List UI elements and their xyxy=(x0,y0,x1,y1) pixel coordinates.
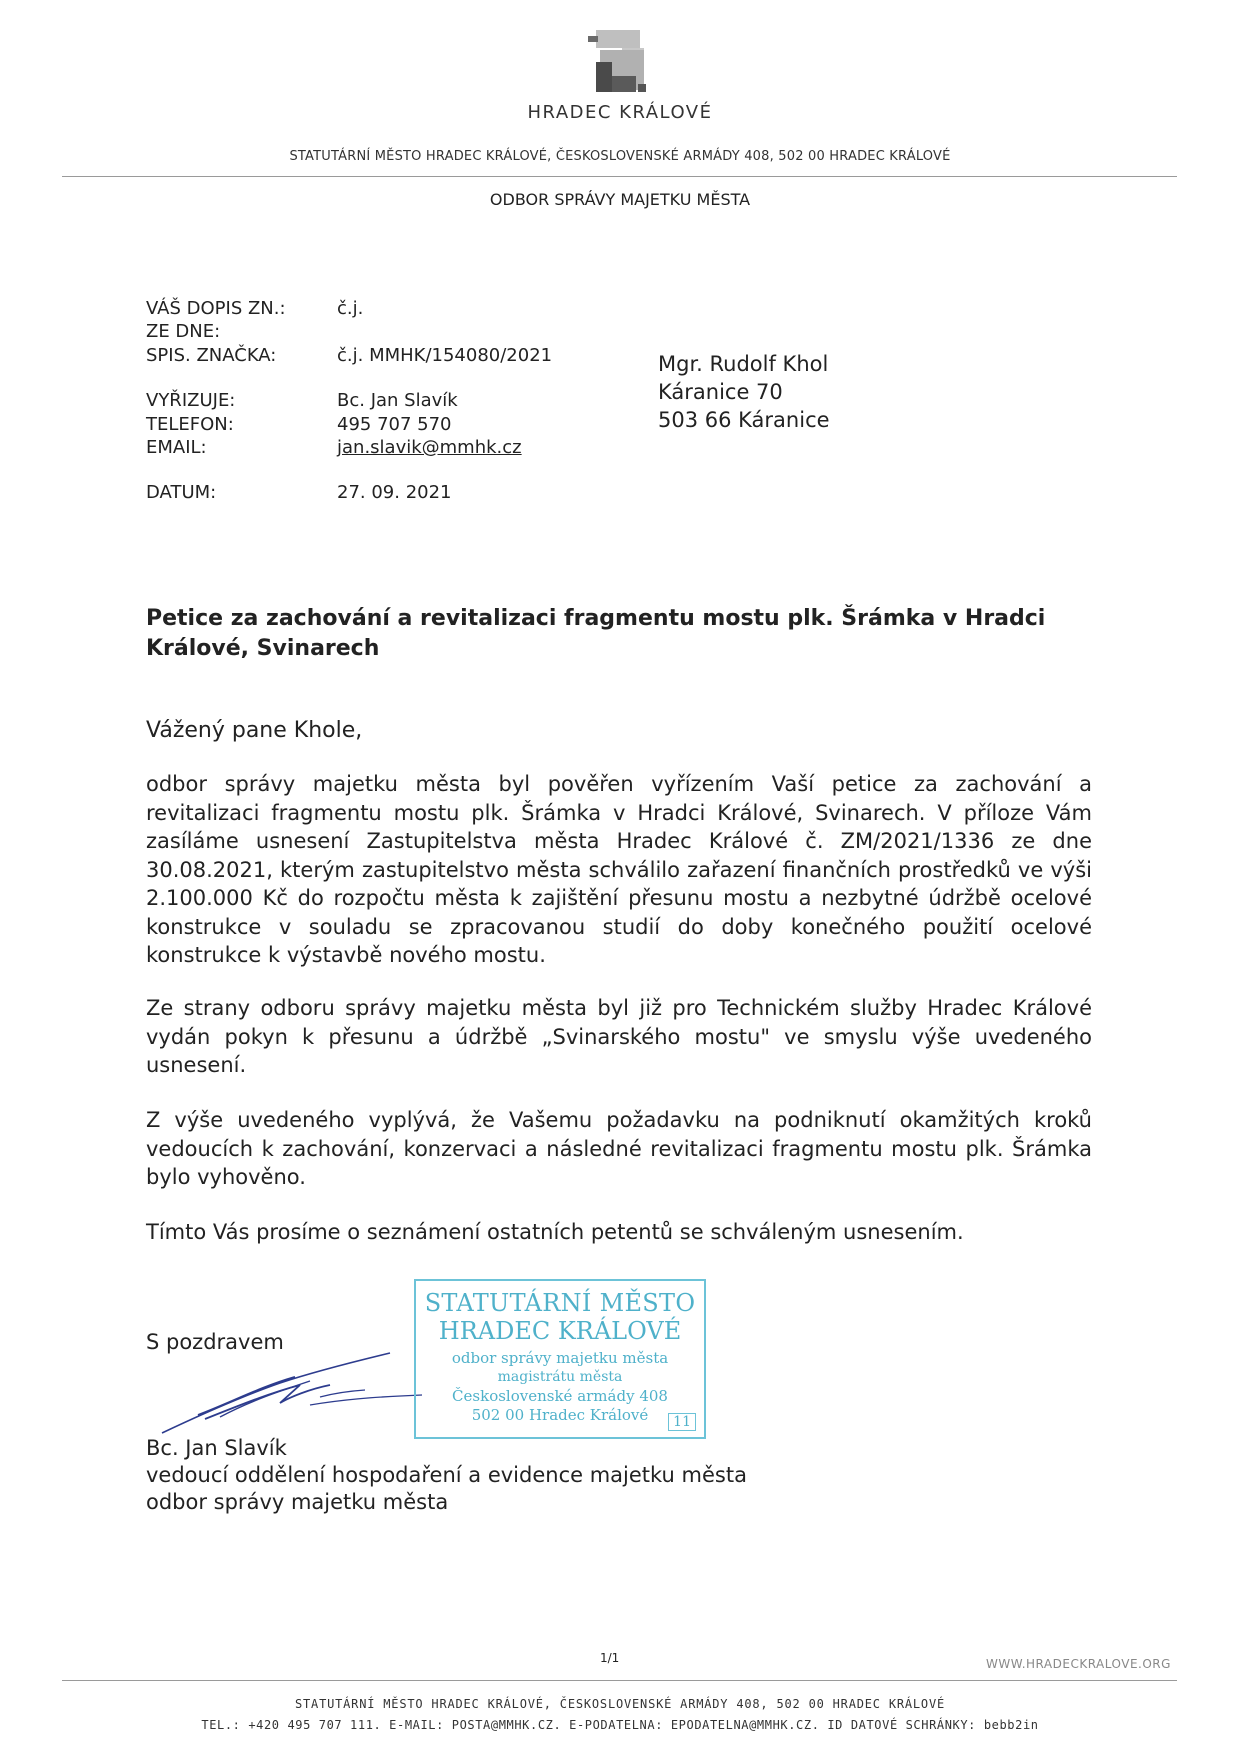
handled-by-value: Bc. Jan Slavík xyxy=(337,390,458,411)
header-divider xyxy=(62,176,1177,177)
stamp-line-1: STATUTÁRNÍ MĚSTO xyxy=(424,1289,696,1317)
body-paragraph-2: Ze strany odboru správy majetku města byl již pro Technickém služby Hradec Králové vydán pokyn k přesunu a údržbě „Svinarského mostu" ve smyslu výše uvedeného usnesení. xyxy=(146,996,1092,1077)
department-name: ODBOR SPRÁVY MAJETKU MĚSTA xyxy=(489,190,751,209)
phone-value: 495 707 570 xyxy=(337,414,452,435)
recipient-street: Káranice 70 xyxy=(658,380,783,404)
header-address: STATUTÁRNÍ MĚSTO HRADEC KRÁLOVÉ, ČESKOSLOVENSKÉ ARMÁDY 408, 502 00 HRADEC KRÁLOVÉ xyxy=(289,149,951,164)
signatory-position: vedoucí oddělení hospodaření a evidence majetku města xyxy=(146,1463,747,1487)
page-number: 1/1 xyxy=(600,1651,620,1665)
signatory-department: odbor správy majetku města xyxy=(146,1490,449,1514)
date-value: 27. 09. 2021 xyxy=(337,482,452,503)
stamp-line-4: magistrátu města xyxy=(497,1369,623,1385)
file-ref-label: SPIS. ZNAČKA: xyxy=(146,345,277,366)
body-paragraph-1: odbor správy majetku města byl pověřen vyřízením Vaší petice za zachování a revitalizaci fragmentu mostu plk. Šrámka v Hradci Králové, Svinarech. V příloze Vám zasíláme usnesení Zastupitelstva města Hradec Králové č. ZM/2021/1336 ze dne 30.08.2021, kterým zastupitelstvo města schválilo zařazení finančních prostředků ve výši 2.100.000 Kč do rozpočtu města k zajištění přesunu mostu a nezbytné údržbě ocelové konstrukce v souladu se zpracovanou studií do doby konečného použití ocelové konstrukce k výstavbě nového mostu. xyxy=(146,772,1092,967)
signatory-name: Bc. Jan Slavík xyxy=(146,1436,287,1460)
body-paragraph-4: Tímto Vás prosíme o seznámení ostatních petentů se schváleným usnesením. xyxy=(146,1220,964,1244)
handwritten-signature xyxy=(160,1345,430,1435)
stamp-line-3: odbor správy majetku města xyxy=(451,1349,669,1367)
your-letter-label: VÁŠ DOPIS ZN.: xyxy=(146,298,286,319)
email-link[interactable]: jan.slavik@mmhk.cz xyxy=(337,437,522,458)
footer-address: STATUTÁRNÍ MĚSTO HRADEC KRÁLOVÉ, ČESKOSLOVENSKÉ ARMÁDY 408, 502 00 HRADEC KRÁLOVÉ xyxy=(295,1697,945,1711)
footer-divider xyxy=(62,1680,1177,1681)
email-label: EMAIL: xyxy=(146,437,207,458)
file-ref-value: č.j. MMHK/154080/2021 xyxy=(337,345,553,366)
footer-website: WWW.HRADECKRALOVE.ORG xyxy=(986,1657,1171,1671)
recipient-name: Mgr. Rudolf Khol xyxy=(658,352,829,376)
greeting: Vážený pane Khole, xyxy=(146,718,363,743)
city-logo xyxy=(582,28,654,96)
date-of-letter-label: ZE DNE: xyxy=(146,321,221,342)
letter-subject: Petice za zachování a revitalizaci fragmentu mostu plk. Šrámka v Hradci Králové, Svinarech xyxy=(146,606,1046,661)
date-label: DATUM: xyxy=(146,482,217,503)
stamp-line-6: 502 00 Hradec Králové xyxy=(471,1406,649,1424)
body-paragraph-3: Z výše uvedeného vyplývá, že Vašemu požadavku na podniknutí okamžitých kroků vedoucích k zachování, konzervaci a následné revitalizaci fragmentu mostu plk. Šrámka bylo vyhověno. xyxy=(146,1108,1092,1189)
your-letter-value: č.j. xyxy=(337,298,364,319)
stamp-number: 11 xyxy=(668,1413,696,1431)
stamp-line-5: Československé armády 408 xyxy=(452,1387,668,1405)
official-stamp xyxy=(414,1279,706,1439)
handled-by-label: VYŘIZUJE: xyxy=(146,390,236,411)
phone-label: TELEFON: xyxy=(146,414,234,435)
footer-contacts: TEL.: +420 495 707 111. E-MAIL: POSTA@MMHK.CZ. E-PODATELNA: EPODATELNA@MMHK.CZ. ID DATOVÉ SCHRÁNKY: bebb2in xyxy=(201,1718,1039,1732)
city-name: HRADEC KRÁLOVÉ xyxy=(527,102,713,123)
closing: S pozdravem xyxy=(146,1330,284,1354)
recipient-city: 503 66 Káranice xyxy=(658,408,830,432)
stamp-line-2: HRADEC KRÁLOVÉ xyxy=(438,1317,682,1345)
